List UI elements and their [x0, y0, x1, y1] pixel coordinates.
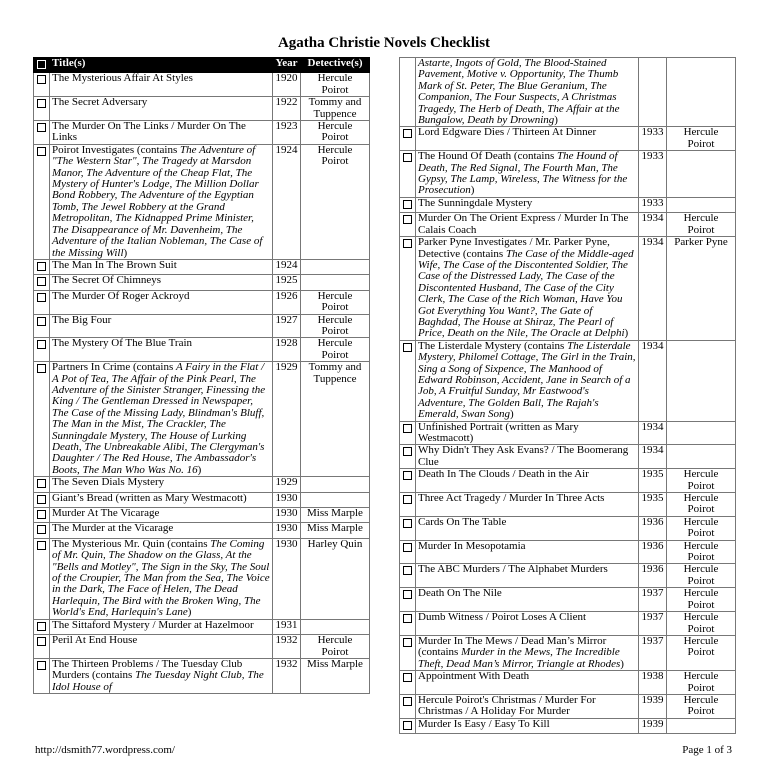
title-cell: [50, 97, 273, 121]
detective-cell: Hercule Poirot: [301, 290, 370, 314]
checkbox-cell: [400, 197, 416, 212]
table-row: [34, 275, 370, 290]
title-cell: [50, 508, 273, 523]
closing-paren: ): [470, 184, 475, 197]
checkbox-cell: [34, 658, 50, 693]
table-row: [34, 73, 370, 97]
detective-cell: Hercule Poirot: [667, 564, 736, 588]
detective-cell: Miss Marple: [301, 658, 370, 693]
closing-paren: ): [554, 114, 558, 127]
year-cell: 1928: [273, 338, 301, 362]
novel-title: The ABC Murders / The Alphabet Murders: [418, 563, 608, 576]
detective-cell: [667, 445, 736, 469]
checkbox-cell: [34, 73, 50, 97]
table-row: [34, 538, 370, 619]
detective-cell: Hercule Poirot: [667, 588, 736, 612]
table-row: [400, 612, 736, 636]
year-cell: 1934: [639, 237, 667, 341]
novel-title: Poirot Investigates (contains: [52, 143, 181, 156]
title-cell: [416, 718, 639, 733]
year-cell: 1933: [639, 197, 667, 212]
year-cell: 1931: [273, 619, 301, 634]
checkbox-cell: [400, 540, 416, 564]
detective-cell: Tommy and Tuppence: [301, 97, 370, 121]
detective-cell: Tommy and Tuppence: [301, 362, 370, 477]
page-number: Page 1 of 3: [682, 744, 732, 756]
checkbox[interactable]: [403, 200, 412, 209]
year-cell: 1936: [639, 540, 667, 564]
table-row: [34, 314, 370, 338]
checkbox[interactable]: [403, 697, 412, 706]
checkbox-cell: [34, 492, 50, 507]
year-cell: [639, 58, 667, 127]
title-cell: [416, 635, 639, 670]
title-cell: [50, 290, 273, 314]
checkbox-cell: [34, 338, 50, 362]
table-row: [34, 121, 370, 145]
year-cell: 1929: [273, 477, 301, 492]
checkbox[interactable]: [403, 519, 412, 528]
year-cell: 1929: [273, 362, 301, 477]
table-row: [400, 213, 736, 237]
checkbox-cell: [400, 718, 416, 733]
checkbox-cell: [34, 144, 50, 259]
title-cell: [416, 340, 639, 421]
year-cell: 1937: [639, 612, 667, 636]
checkbox-cell: [400, 516, 416, 540]
checkbox[interactable]: [403, 239, 412, 248]
title-cell: [416, 421, 639, 445]
checkbox[interactable]: [403, 447, 412, 456]
novel-title: The Mysterious Mr. Quin (contains: [52, 537, 211, 550]
table-row: [34, 523, 370, 538]
title-cell: [50, 619, 273, 634]
checkbox-cell: [34, 97, 50, 121]
checkbox-cell: [400, 237, 416, 341]
novel-title: Partners In Crime (contains: [52, 361, 177, 374]
checkbox[interactable]: [403, 638, 412, 647]
header-detective: Detective(s): [301, 58, 370, 73]
title-cell: [416, 671, 639, 695]
detective-cell: Hercule Poirot: [667, 493, 736, 517]
document-title: Agatha Christie Novels Checklist: [277, 35, 491, 51]
novel-title: The Secret Adversary: [52, 96, 148, 109]
contained-stories: Astarte, Ingots of Gold, The Blood-Stained Pavement, Motive v. Opportunity, The Thumb Mark of St. Peter, The Blue Geranium, The Companion, The Four Suspects, A Christmas Tragedy, The Herb of Death, The Affair at the Bungalow, Death by Drowning: [418, 57, 620, 127]
title-cell: [416, 588, 639, 612]
checklist-table-right: [399, 57, 736, 734]
checkbox-cell: [400, 445, 416, 469]
table-row: [34, 338, 370, 362]
detective-cell: Hercule Poirot: [667, 516, 736, 540]
table-row: [400, 671, 736, 695]
detective-cell: Hercule Poirot: [667, 469, 736, 493]
detective-cell: Hercule Poirot: [667, 213, 736, 237]
checkbox[interactable]: [37, 277, 46, 286]
checkbox[interactable]: [403, 129, 412, 138]
novel-title: The Thirteen Problems / The Tuesday Club Murders (contains: [52, 657, 243, 682]
contained-stories: A Fairy in the Flat / A Pot of Tea, The Affair of the Pink Pearl, The Adventure of the Sinister Stranger, Finessing the King / The Gentleman Dressed in Newspaper, The Case of the Missing Lady, Blindman's Bluff, The Man in the Mist, The Crackler, The Sunningdale Mystery, The House of Lurking Death, The Unbreakable Alibi, The Clergyman's Daughter / The Red House, The Ambassador's Boots, The Man Who Was No. 16: [52, 361, 266, 476]
checkbox-cell: [34, 635, 50, 659]
checkbox-cell: [34, 121, 50, 145]
header-title: Title(s): [50, 58, 273, 73]
novel-title: Murder Is Easy / Easy To Kill: [418, 717, 550, 730]
title-cell: [416, 197, 639, 212]
novel-title: Why Didn't They Ask Evans? / The Boomerang Clue: [418, 444, 629, 468]
detective-cell: [667, 421, 736, 445]
title-cell: [50, 275, 273, 290]
closing-paren: ): [197, 463, 202, 476]
detective-cell: [301, 477, 370, 492]
year-cell: 1933: [639, 151, 667, 198]
detective-cell: [667, 58, 736, 127]
title-cell: [416, 127, 639, 151]
table-row: [34, 362, 370, 477]
detective-cell: Hercule Poirot: [667, 671, 736, 695]
checkbox-cell: [400, 469, 416, 493]
checkbox[interactable]: [37, 147, 46, 156]
checkbox[interactable]: [403, 543, 412, 552]
novel-title: Lord Edgware Dies / Thirteen At Dinner: [418, 126, 597, 139]
table-row: [400, 340, 736, 421]
novel-title: Death On The Nile: [418, 587, 502, 600]
year-cell: 1924: [273, 144, 301, 259]
year-cell: 1930: [273, 508, 301, 523]
title-cell: [416, 469, 639, 493]
checkbox-cell: [400, 340, 416, 421]
table-row: [400, 694, 736, 718]
checkbox-cell: [400, 588, 416, 612]
checkbox-cell: [34, 259, 50, 274]
checklist-table-left: [33, 57, 370, 694]
novel-title: Giant’s Bread (written as Mary Westmacott): [52, 491, 247, 504]
detective-cell: [301, 492, 370, 507]
table-row: [34, 290, 370, 314]
title-cell: [50, 635, 273, 659]
detective-cell: Hercule Poirot: [667, 540, 736, 564]
table-row: [34, 619, 370, 634]
checkbox[interactable]: [37, 340, 46, 349]
checkbox[interactable]: [37, 525, 46, 534]
novel-title: The Seven Dials Mystery: [52, 476, 165, 489]
checkbox[interactable]: [403, 215, 412, 224]
checkbox[interactable]: [403, 721, 412, 730]
detective-cell: [667, 340, 736, 421]
contained-stories: The Listerdale Mystery, Philomel Cottage, The Girl in the Train, Sing a Song of Sixpence, The Manhood of Edward Robinson, Accident, Jane in Search of a Job, A Fruitful Sunday, Mr Eastwood's Adventure, The Golden Ball, The Rajah's Emerald, Swan Song: [418, 339, 636, 421]
table-row: [400, 718, 736, 733]
novel-title: Parker Pyne Investigates / Mr. Parker Pyne, Detective (contains: [418, 236, 610, 260]
checkbox[interactable]: [403, 673, 412, 682]
checkbox-cell: [400, 127, 416, 151]
title-cell: [416, 516, 639, 540]
year-cell: 1920: [273, 73, 301, 97]
table-row: [400, 151, 736, 198]
checkbox[interactable]: [37, 495, 46, 504]
novel-title: The Big Four: [52, 313, 112, 326]
novel-title: The Secret Of Chimneys: [52, 274, 162, 287]
closing-paren: ): [187, 606, 192, 619]
checkbox-cell: [34, 477, 50, 492]
checkbox-cell: [400, 151, 416, 198]
checkbox[interactable]: [37, 541, 46, 550]
novel-title: Death In The Clouds / Death in the Air: [418, 468, 589, 481]
year-cell: 1930: [273, 492, 301, 507]
novel-title: Dumb Witness / Poirot Loses A Client: [418, 611, 587, 624]
year-cell: 1926: [273, 290, 301, 314]
checkbox[interactable]: [403, 343, 412, 352]
checkbox-cell: [34, 362, 50, 477]
detective-cell: [301, 259, 370, 274]
table-row: [400, 197, 736, 212]
novel-title: The Listerdale Mystery (contains: [418, 339, 568, 352]
contained-stories: The Adventure of "The Western Star", The Tragedy at Marsdon Manor, The Adventure of the Cheap Flat, The Mystery of Hunter's Lodge, The Million Dollar Bond Robbery, The Adventure of the Egyptian Tomb, The Jewel Robbery at the Grand Metropolitan, The Kidnapped Prime Minister, The Disappearance of Mr. Davenheim, The Adventure of the Italian Nobleman, The Case of the Missing Will: [52, 143, 263, 259]
novel-title: The Murder On The Links / Murder On The Links: [52, 120, 246, 144]
checkbox[interactable]: [403, 590, 412, 599]
table-row: [34, 144, 370, 259]
year-cell: 1932: [273, 658, 301, 693]
contained-stories: The Tuesday Night Club, The Idol House of: [52, 669, 264, 693]
table-row: [34, 492, 370, 507]
title-cell: [50, 477, 273, 492]
title-cell: [416, 151, 639, 198]
title-cell: [416, 58, 639, 127]
checkbox[interactable]: [37, 661, 46, 670]
year-cell: 1934: [639, 421, 667, 445]
table-row: [34, 97, 370, 121]
table-header: [34, 58, 370, 73]
detective-cell: [301, 619, 370, 634]
table-row: [400, 588, 736, 612]
table-row: [34, 635, 370, 659]
checkbox[interactable]: [403, 614, 412, 623]
novel-title: Three Act Tragedy / Murder In Three Acts: [418, 492, 605, 505]
title-cell: [50, 362, 273, 477]
detective-cell: Hercule Poirot: [301, 121, 370, 145]
year-cell: 1925: [273, 275, 301, 290]
novel-title: The Sittaford Mystery / Murder at Hazelmoor: [52, 618, 254, 631]
detective-cell: [667, 718, 736, 733]
title-cell: [416, 493, 639, 517]
novel-title: The Sunningdale Mystery: [418, 196, 533, 209]
year-cell: 1936: [639, 516, 667, 540]
checkbox-cell: [400, 213, 416, 237]
table-row: [400, 421, 736, 445]
checkbox[interactable]: [37, 99, 46, 108]
title-cell: [416, 564, 639, 588]
detective-cell: Harley Quin: [301, 538, 370, 619]
table-row: [34, 658, 370, 693]
detective-cell: [667, 197, 736, 212]
table-row: [400, 58, 736, 127]
checkbox[interactable]: [403, 566, 412, 575]
year-cell: 1938: [639, 671, 667, 695]
year-cell: 1935: [639, 469, 667, 493]
title-cell: [50, 144, 273, 259]
checkbox-cell: [400, 421, 416, 445]
table-row: [400, 635, 736, 670]
title-cell: [416, 213, 639, 237]
closing-paren: ): [509, 408, 514, 421]
title-cell: [50, 259, 273, 274]
table-row: [400, 127, 736, 151]
year-cell: 1924: [273, 259, 301, 274]
novel-title: The Mystery Of The Blue Train: [52, 337, 193, 350]
checkbox[interactable]: [37, 622, 46, 631]
year-cell: 1939: [639, 718, 667, 733]
closing-paren: ): [123, 246, 128, 259]
year-cell: 1923: [273, 121, 301, 145]
table-row: [400, 445, 736, 469]
novel-title: Murder On The Orient Express / Murder In The Calais Coach: [418, 212, 629, 236]
checkbox-cell: [400, 564, 416, 588]
novel-title: The Murder Of Roger Ackroyd: [52, 289, 190, 302]
contained-stories: The Hound of Death, The Red Signal, The Fourth Man, The Gypsy, The Lamp, Wireless, The Witness for the Prosecution: [418, 150, 628, 197]
checkbox[interactable]: [37, 293, 46, 302]
year-cell: 1934: [639, 213, 667, 237]
detective-cell: Miss Marple: [301, 508, 370, 523]
table-row: [400, 540, 736, 564]
checkbox-cell: [34, 508, 50, 523]
year-cell: 1927: [273, 314, 301, 338]
checkbox-cell: [34, 619, 50, 634]
checkbox[interactable]: [37, 364, 46, 373]
novel-title: The Murder at the Vicarage: [52, 522, 174, 535]
year-cell: 1934: [639, 445, 667, 469]
table-row: [400, 237, 736, 341]
year-cell: 1930: [273, 523, 301, 538]
checkbox-cell: [400, 635, 416, 670]
title-cell: [50, 492, 273, 507]
checkbox[interactable]: [403, 153, 412, 162]
checkbox[interactable]: [403, 424, 412, 433]
novel-title: Peril At End House: [52, 634, 138, 647]
footer-url[interactable]: http://dsmith77.wordpress.com/: [35, 744, 175, 756]
detective-cell: Hercule Poirot: [667, 694, 736, 718]
table-row: [400, 469, 736, 493]
checkbox[interactable]: [403, 495, 412, 504]
title-cell: [416, 237, 639, 341]
year-cell: 1922: [273, 97, 301, 121]
detective-cell: Miss Marple: [301, 523, 370, 538]
year-cell: 1933: [639, 127, 667, 151]
checkbox[interactable]: [37, 123, 46, 132]
title-cell: [50, 121, 273, 145]
detective-cell: [667, 151, 736, 198]
detective-cell: Parker Pyne: [667, 237, 736, 341]
checkbox-cell: [400, 493, 416, 517]
year-cell: 1939: [639, 694, 667, 718]
title-cell: [416, 445, 639, 469]
checkbox-cell: [400, 612, 416, 636]
title-cell: [416, 540, 639, 564]
detective-cell: Hercule Poirot: [667, 635, 736, 670]
table-row: [34, 259, 370, 274]
year-cell: 1935: [639, 493, 667, 517]
novel-title: Appointment With Death: [418, 670, 530, 683]
novel-title: Unfinished Portrait (written as Mary Westmacott): [418, 420, 579, 444]
table-row: [400, 493, 736, 517]
year-cell: 1936: [639, 564, 667, 588]
novel-title: Murder In Mesopotamia: [418, 539, 526, 552]
detective-cell: Hercule Poirot: [667, 127, 736, 151]
checkbox[interactable]: [37, 317, 46, 326]
year-cell: 1937: [639, 635, 667, 670]
title-cell: [50, 658, 273, 693]
checkbox-cell: [34, 275, 50, 290]
checkbox-cell: [34, 314, 50, 338]
year-cell: 1930: [273, 538, 301, 619]
novel-title: The Hound Of Death (contains: [418, 150, 557, 163]
table-row: [34, 477, 370, 492]
title-cell: [416, 694, 639, 718]
closing-paren: ): [624, 327, 629, 340]
title-cell: [50, 73, 273, 97]
checkbox[interactable]: [37, 510, 46, 519]
checkbox[interactable]: [37, 479, 46, 488]
novel-title: Murder In The Mews / Dead Man’s Mirror (contains: [418, 634, 607, 659]
novel-title: Cards On The Table: [418, 515, 507, 528]
contained-stories: The Coming of Mr. Quin, The Shadow on the Glass, At the "Bells and Motley", The Sign in the Sky, The Soul of the Croupier, The Man from the Sea, The Voice in the Dark, The Face of Helen, The Dead Harlequin, The Bird with the Broken Wing, The World's End, Harlequin's Lane: [52, 537, 270, 619]
title-cell: [50, 338, 273, 362]
detective-cell: Hercule Poirot: [301, 73, 370, 97]
year-cell: 1937: [639, 588, 667, 612]
checkbox-cell: [34, 523, 50, 538]
novel-title: Murder At The Vicarage: [52, 507, 160, 520]
checkbox-cell: [400, 58, 416, 127]
checkbox-icon: [37, 60, 46, 69]
detective-cell: Hercule Poirot: [667, 612, 736, 636]
novel-title: The Man In The Brown Suit: [52, 258, 177, 271]
checkbox[interactable]: [403, 471, 412, 480]
title-cell: [50, 523, 273, 538]
novel-title: Hercule Poirot's Christmas / Murder For Christmas / A Holiday For Murder: [418, 693, 596, 718]
checkbox[interactable]: [37, 75, 46, 84]
table-row: [400, 564, 736, 588]
novel-title: The Mysterious Affair At Styles: [52, 72, 193, 85]
title-cell: [50, 538, 273, 619]
contained-stories: The Case of the Middle-aged Wife, The Case of the Discontented Soldier, The Case of the Distressed Lady, The Case of the Discontented Husband, The Case of the City Clerk, The Case of the Rich Woman, Have You Got Everything You Want?, The Gate of Baghdad, The House at Shiraz, The Pearl of Price, Death on the Nile, The Oracle at Delphi: [418, 247, 634, 340]
title-cell: [416, 612, 639, 636]
detective-cell: Hercule Poirot: [301, 314, 370, 338]
checkbox-cell: [34, 538, 50, 619]
closing-paren: ): [620, 657, 624, 670]
checkbox-cell: [400, 694, 416, 718]
title-cell: [50, 314, 273, 338]
detective-cell: Hercule Poirot: [301, 635, 370, 659]
year-cell: 1934: [639, 340, 667, 421]
table-row: [400, 516, 736, 540]
detective-cell: Hercule Poirot: [301, 338, 370, 362]
checkbox[interactable]: [37, 637, 46, 646]
checkbox-cell: [400, 671, 416, 695]
checkbox[interactable]: [37, 262, 46, 271]
header-year: Year: [273, 58, 301, 73]
detective-cell: [301, 275, 370, 290]
year-cell: 1932: [273, 635, 301, 659]
table-row: [34, 508, 370, 523]
checkbox-cell: [34, 290, 50, 314]
contained-stories: Murder in the Mews, The Incredible Theft, Dead Man’s Mirror, Triangle at Rhodes: [418, 646, 621, 670]
detective-cell: Hercule Poirot: [301, 144, 370, 259]
